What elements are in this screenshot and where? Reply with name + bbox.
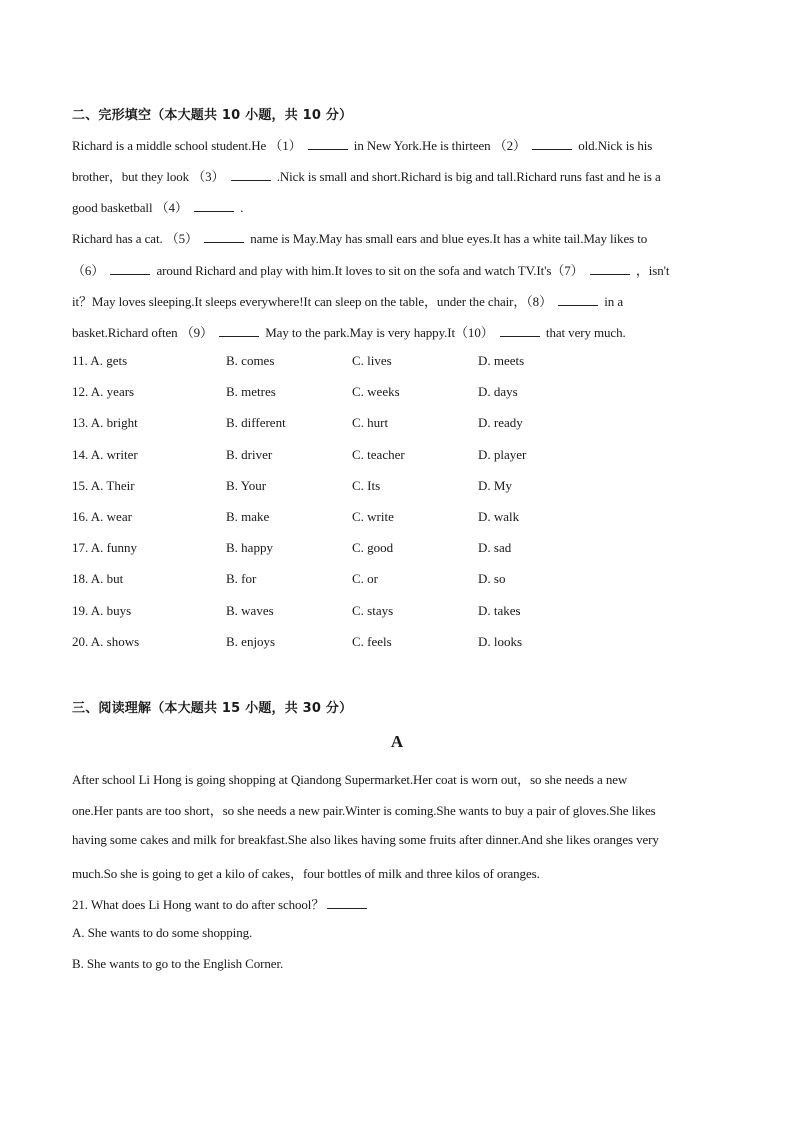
answer-blank[interactable] <box>532 138 572 150</box>
question-row <box>72 509 672 527</box>
question-21-stem: 21. What does Li Hong want to do after school？ <box>72 897 325 912</box>
question-row <box>72 571 672 589</box>
cloze-text: .Nick is small and short.Richard is big and tall.Richard runs fast and he is a <box>273 169 661 184</box>
cloze-text: good basketball （4） <box>72 200 191 215</box>
cloze-text: Richard has a cat. （5） <box>72 231 202 246</box>
question-row <box>72 384 672 402</box>
option-a[interactable]: 18. A. but <box>72 571 124 587</box>
option-d[interactable]: D. player <box>478 446 527 462</box>
cloze-line <box>72 260 722 279</box>
cloze-text: in New York.He is thirteen （2） <box>350 138 530 153</box>
option-d[interactable]: D. walk <box>478 509 520 524</box>
option-b[interactable]: B. Your <box>226 477 267 493</box>
option-a[interactable]: 17. A. funny <box>72 540 137 556</box>
cloze-text: name is May.May has small ears and blue eyes.It has a white tail.May likes to <box>247 231 648 246</box>
option-d[interactable]: D. sad <box>478 540 512 556</box>
option-c[interactable]: C. write <box>352 509 394 524</box>
cloze-line <box>72 197 722 216</box>
passage-a-title: A <box>390 732 404 751</box>
cloze-text: basket.Richard often （9） <box>72 325 217 340</box>
option-c[interactable]: C. Its <box>352 477 381 493</box>
reading-line: one.Her pants are too short，so she needs a new pair.Winter is coming.She wants to buy a pair of gloves.She likes <box>72 803 656 818</box>
cloze-line <box>72 322 722 341</box>
option-c[interactable]: C. feels <box>352 633 392 649</box>
answer-blank[interactable] <box>231 169 271 181</box>
answer-blank[interactable] <box>194 200 234 212</box>
answer-blank[interactable] <box>327 897 367 909</box>
answer-blank[interactable] <box>590 263 630 275</box>
option-b[interactable]: B. for <box>226 571 257 587</box>
option-b[interactable]: B. waves <box>226 602 274 618</box>
cloze-text: old.Nick is his <box>575 138 653 153</box>
cloze-text: Richard is a middle school student.He （1） <box>72 138 305 153</box>
cloze-text: ，isn't <box>632 263 670 278</box>
cloze-line <box>72 135 722 154</box>
option-a[interactable]: 14. A. writer <box>72 446 138 462</box>
option-b[interactable]: B. driver <box>226 446 273 462</box>
option-d[interactable]: D. so <box>478 571 506 587</box>
cloze-line <box>72 166 722 185</box>
option-b[interactable]: B. metres <box>226 384 276 400</box>
option-a[interactable]: 19. A. buys <box>72 602 132 618</box>
option-b[interactable]: B. enjoys <box>226 633 276 649</box>
option-c[interactable]: C. hurt <box>352 415 389 431</box>
option-b[interactable]: B. different <box>226 415 286 431</box>
cloze-text: （6） <box>72 263 108 278</box>
option-a[interactable]: 15. A. Their <box>72 477 135 493</box>
reading-line: much.So she is going to get a kilo of cakes，four bottles of milk and three kilos of oranges. <box>72 866 540 881</box>
question-21 <box>72 894 722 913</box>
section2-heading: 二、完形填空（本大题共 10 小题，共 10 分） <box>72 108 353 123</box>
option-c[interactable]: C. weeks <box>352 384 400 400</box>
answer-blank[interactable] <box>110 263 150 275</box>
reading-line: After school Li Hong is going shopping at Qiandong Supermarket.Her coat is worn out，so she needs a new <box>72 772 628 787</box>
option-d[interactable]: D. takes <box>478 602 521 618</box>
option-d[interactable]: D. meets <box>478 353 525 368</box>
cloze-text: it？May loves sleeping.It sleeps everywhere!It can sleep on the table，under the chair，（8） <box>72 294 556 309</box>
cloze-text: that very much. <box>542 325 626 340</box>
option-d[interactable]: D. days <box>478 384 518 400</box>
answer-blank[interactable] <box>219 325 259 337</box>
option-c[interactable]: C. teacher <box>352 446 405 462</box>
cloze-text: brother，but they look （3） <box>72 169 228 184</box>
answer-blank[interactable] <box>500 325 540 337</box>
option-a[interactable]: 16. A. wear <box>72 509 132 524</box>
section3-heading: 三、阅读理解（本大题共 15 小题，共 30 分） <box>72 701 353 716</box>
cloze-text: May to the park.May is very happy.It（10） <box>262 325 497 340</box>
cloze-text: in a <box>601 294 624 309</box>
option-c[interactable]: C. or <box>352 571 378 587</box>
question-row <box>72 415 672 433</box>
question-row <box>72 353 672 371</box>
cloze-text: . <box>236 200 244 215</box>
answer-blank[interactable] <box>558 294 598 306</box>
answer-blank[interactable] <box>308 138 348 150</box>
option-b[interactable]: B. happy <box>226 540 273 556</box>
option-c[interactable]: C. good <box>352 540 394 556</box>
reading-line: having some cakes and milk for breakfast.She also likes having some fruits after dinner.And she likes oranges very <box>72 832 659 847</box>
option-d[interactable]: D. My <box>478 477 512 493</box>
answer-blank[interactable] <box>204 231 244 243</box>
option-a[interactable]: 12. A. years <box>72 384 135 400</box>
question-row <box>72 634 672 652</box>
option-c[interactable]: C. lives <box>352 353 392 368</box>
cloze-text: around Richard and play with him.It loves to sit on the sofa and watch TV.It's（7） <box>153 263 587 278</box>
cloze-line <box>72 291 722 310</box>
question-21-option-b: B. She wants to go to the English Corner. <box>72 956 284 971</box>
question-row <box>72 540 672 558</box>
option-d[interactable]: D. ready <box>478 415 523 431</box>
question-21-option-a: A. She wants to do some shopping. <box>72 925 253 940</box>
question-row <box>72 603 672 621</box>
option-a[interactable]: 20. A. shows <box>72 633 140 649</box>
option-d[interactable]: D. looks <box>478 633 523 649</box>
option-a[interactable]: 11. A. gets <box>72 353 128 368</box>
option-a[interactable]: 13. A. bright <box>72 415 138 431</box>
option-b[interactable]: B. make <box>226 509 270 524</box>
question-row <box>72 478 672 496</box>
option-b[interactable]: B. comes <box>226 353 275 368</box>
question-row <box>72 447 672 465</box>
cloze-line <box>72 228 722 247</box>
option-c[interactable]: C. stays <box>352 602 394 618</box>
